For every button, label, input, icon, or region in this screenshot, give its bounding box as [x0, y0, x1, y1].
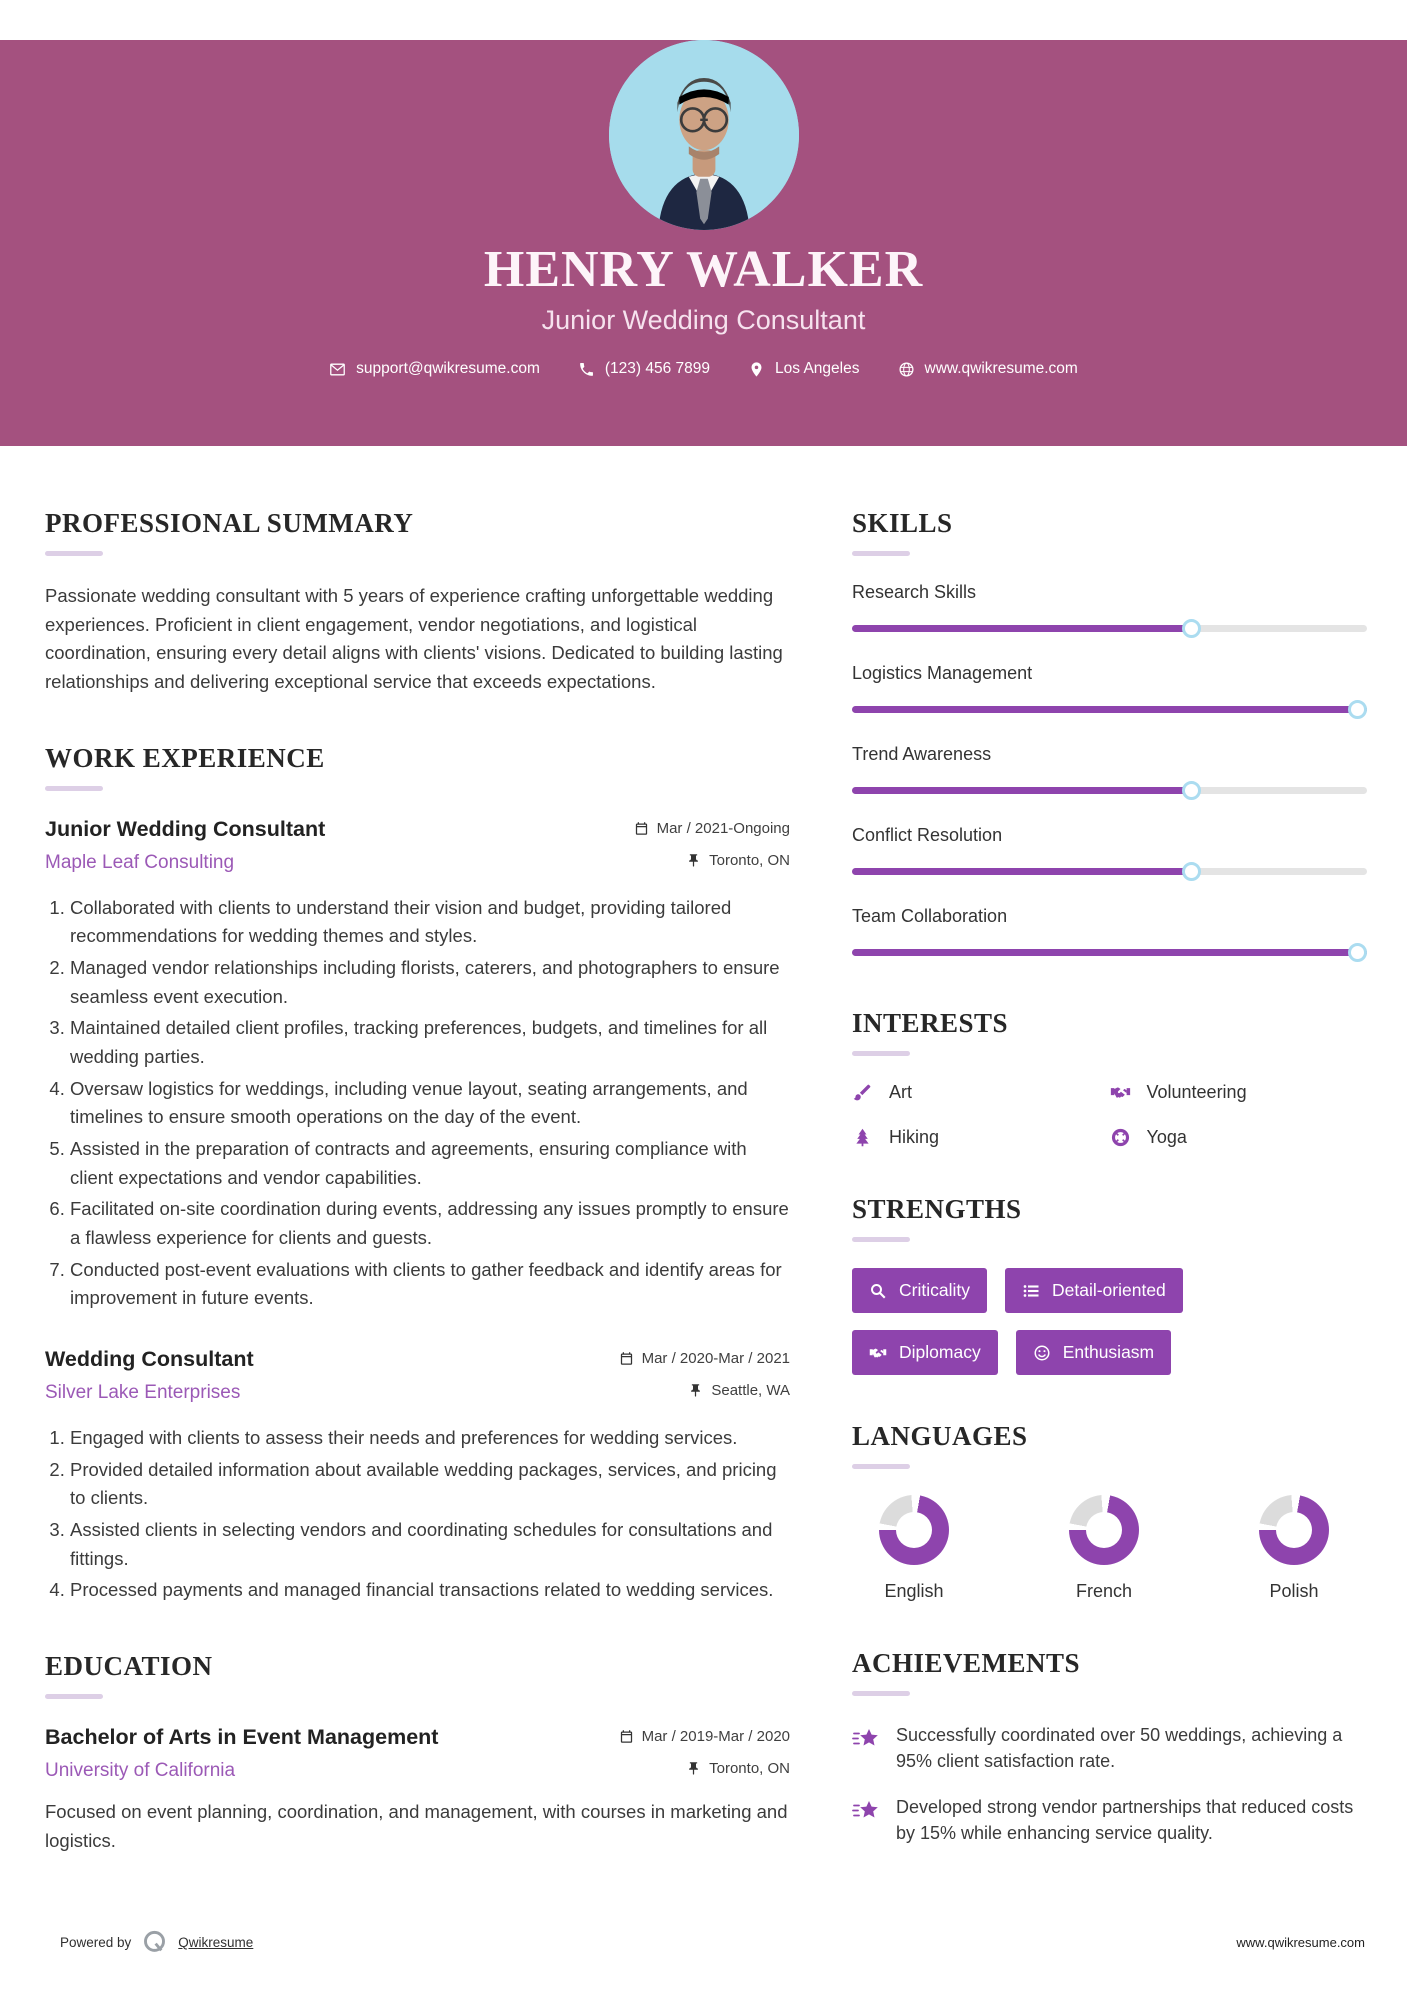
interest-item [1110, 1082, 1368, 1103]
contact-website: www.qwikresume.com [898, 360, 1078, 378]
footer-branding [60, 1929, 253, 1956]
strength-tag [1016, 1330, 1171, 1375]
slider-fill [852, 868, 1192, 875]
education-dates: Mar / 2019-Mar / 2020 [619, 1728, 790, 1745]
skill-name: Conflict Resolution [852, 825, 1003, 845]
handshake-icon [1110, 1082, 1131, 1103]
achievement-item [852, 1722, 1367, 1774]
education-entry [45, 1725, 790, 1855]
section-rule [852, 1051, 910, 1056]
language-name: French [1075, 1581, 1133, 1601]
strength-label: Criticality [899, 1280, 970, 1300]
company-name: Maple Leaf Consulting [45, 851, 235, 873]
slider-knob [1182, 781, 1201, 800]
interest-label: Volunteering [1146, 1082, 1247, 1102]
language-item [1058, 1495, 1150, 1602]
calendar-icon [619, 1351, 634, 1366]
person-job-title: Junior Wedding Consultant [541, 305, 866, 335]
education-location: Toronto, ON [686, 1760, 790, 1777]
lifebuoy-icon [1110, 1127, 1131, 1148]
section-heading: STRENGTHS [852, 1194, 1022, 1224]
pine-tree-icon [852, 1127, 873, 1148]
job-bullet: 4. Oversaw logistics for weddings, including venue layout, seating arrangements, and timelines to ensure smooth operations on the day of the event. [70, 1075, 790, 1132]
slider-knob [1348, 943, 1367, 962]
slider-fill [852, 625, 1192, 632]
job-bullet: 1. Collaborated with clients to understand their vision and budget, providing tailored recommendations for wedding themes and styles. [70, 894, 790, 951]
job-bullet: 3. Assisted clients in selecting vendors and coordinating schedules for consultations and fittings. [70, 1516, 790, 1573]
degree-title: Bachelor of Arts in Event Management [45, 1725, 439, 1750]
strength-label: Diplomacy [899, 1342, 981, 1362]
skill-name: Research Skills [852, 582, 977, 602]
section-heading: WORK EXPERIENCE [45, 742, 325, 773]
slider-knob [1182, 862, 1201, 881]
job-bullets [45, 894, 790, 1313]
job-bullets [45, 1424, 790, 1605]
contact-location: Los Angeles [748, 360, 859, 378]
section-heading: INTERESTS [852, 1008, 1009, 1038]
right-column [852, 508, 1367, 1901]
section-professional-summary [45, 508, 790, 697]
skill-slider [852, 619, 1367, 638]
job-bullet: 4. Processed payments and managed financial transactions related to wedding services. [70, 1576, 790, 1605]
job-dates: Mar / 2020-Mar / 2021 [619, 1350, 790, 1367]
calendar-icon [634, 821, 649, 836]
summary-text: Passionate wedding consultant with 5 years of experience crafting unforgettable wedding experiences. Proficient in client engagement, vendor negotiations, and logistical coordination, ensuring every detail aligns with clients' visions. Dedicated to building lasting relationships and delivering exceptional service that exceeds expectations. [45, 585, 783, 693]
section-rule [852, 551, 910, 556]
section-rule [45, 551, 103, 556]
section-skills [852, 508, 1367, 962]
language-donut-chart [1259, 1495, 1329, 1565]
strength-tag [852, 1330, 998, 1375]
section-education [45, 1651, 790, 1855]
achievement-text: Developed strong vendor partnerships that reduced costs by 15% while enhancing service quality. [896, 1797, 1354, 1844]
contact-phone: (123) 456 7899 [578, 360, 710, 378]
language-item [1248, 1495, 1340, 1602]
interest-item [852, 1082, 1110, 1103]
section-heading: LANGUAGES [852, 1421, 1028, 1451]
qwikresume-logo-icon [141, 1929, 168, 1956]
header [0, 40, 1407, 446]
language-item [868, 1495, 960, 1602]
slider-knob [1182, 619, 1201, 638]
skill-name: Logistics Management [852, 663, 1033, 683]
job-bullet: 6. Facilitated on-site coordination during events, addressing any issues promptly to ensure a flawless experience for clients and guests. [70, 1195, 790, 1252]
section-heading: PROFESSIONAL SUMMARY [45, 508, 414, 538]
section-rule [852, 1691, 910, 1696]
section-heading: EDUCATION [45, 1651, 213, 1682]
left-column [45, 508, 790, 1901]
calendar-icon [619, 1729, 634, 1744]
section-strengths [852, 1194, 1367, 1375]
pushpin-icon [686, 1761, 701, 1776]
interest-label: Hiking [889, 1127, 940, 1147]
skill-slider [852, 700, 1367, 719]
person-name: HENRY WALKER [483, 241, 924, 298]
job-location: Toronto, ON [686, 852, 790, 869]
job-bullet: 1. Engaged with clients to assess their needs and preferences for wedding services. [70, 1424, 790, 1453]
education-description: Focused on event planning, coordination, and management, with courses in marketing and logistics. [45, 1801, 788, 1851]
skill-slider [852, 862, 1367, 881]
strength-label: Detail-oriented [1051, 1280, 1166, 1300]
phone-icon [578, 361, 595, 378]
pushpin-icon [688, 1383, 703, 1398]
section-rule [45, 1694, 103, 1699]
handshake-icon [869, 1344, 887, 1362]
skill-slider [852, 943, 1367, 962]
achievement-text: Successfully coordinated over 50 weddings, achieving a 95% client satisfaction rate. [896, 1725, 1343, 1772]
footer [0, 1929, 1407, 1956]
list-icon [1022, 1282, 1040, 1300]
section-heading: ACHIEVEMENTS [852, 1648, 1081, 1678]
section-rule [852, 1237, 910, 1242]
company-name: Silver Lake Enterprises [45, 1382, 241, 1404]
strength-tag [852, 1268, 987, 1313]
achievement-item [852, 1794, 1367, 1846]
skill-slider [852, 781, 1367, 800]
job-dates: Mar / 2021-Ongoing [634, 820, 790, 837]
slider-knob [1348, 700, 1367, 719]
magnifier-icon [869, 1282, 887, 1300]
job-list [45, 817, 790, 1605]
globe-icon [898, 361, 915, 378]
profile-photo [609, 40, 799, 230]
strength-tag [1005, 1268, 1183, 1313]
slider-fill [852, 706, 1367, 713]
contact-email: support@qwikresume.com [329, 360, 540, 378]
job-bullet: 7. Conducted post-event evaluations with clients to gather feedback and identify areas for improvement in future events. [70, 1256, 790, 1313]
job-bullet: 2. Provided detailed information about available wedding packages, services, and pricing to clients. [70, 1456, 790, 1513]
skill-item [852, 825, 1367, 881]
school-name: University of California [45, 1760, 236, 1782]
job-bullet: 3. Maintained detailed client profiles, tracking preferences, budgets, and timelines for all wedding parties. [70, 1014, 790, 1071]
strengths-tags [852, 1268, 1272, 1375]
pushpin-icon [686, 853, 701, 868]
skill-item [852, 744, 1367, 800]
envelope-icon [329, 361, 346, 378]
slider-fill [852, 787, 1192, 794]
skill-item [852, 906, 1367, 962]
person-portrait-illustration [609, 40, 799, 230]
section-interests [852, 1008, 1367, 1148]
job-bullet: 2. Managed vendor relationships including florists, caterers, and photographers to ensure seamless event execution. [70, 954, 790, 1011]
language-donut-chart [1069, 1495, 1139, 1565]
slider-fill [852, 949, 1367, 956]
section-rule [852, 1464, 910, 1469]
skill-name: Team Collaboration [852, 906, 1008, 926]
interest-item [1110, 1127, 1368, 1148]
qwikresume-link[interactable]: Qwikresume [178, 1935, 254, 1950]
language-name: English [884, 1581, 944, 1601]
section-languages [852, 1421, 1367, 1602]
strength-label: Enthusiasm [1062, 1342, 1155, 1362]
interests-grid [852, 1082, 1367, 1148]
section-heading: SKILLS [852, 508, 953, 538]
skill-item [852, 663, 1367, 719]
languages-row [868, 1495, 1367, 1602]
skills-list [852, 582, 1367, 962]
paintbrush-icon [852, 1082, 873, 1103]
job-title: Wedding Consultant [45, 1347, 254, 1372]
work-entry [45, 817, 790, 1313]
interest-label: Yoga [1146, 1127, 1187, 1147]
smiley-icon [1033, 1344, 1051, 1362]
section-rule [45, 786, 103, 791]
footer-website: www.qwikresume.com [1236, 1935, 1365, 1950]
job-title: Junior Wedding Consultant [45, 816, 326, 841]
skill-name: Trend Awareness [852, 744, 992, 764]
contact-row [0, 360, 1407, 378]
star-burst-icon [852, 1796, 882, 1826]
interest-item [852, 1127, 1110, 1148]
section-achievements [852, 1648, 1367, 1846]
job-bullet: 5. Assisted in the preparation of contracts and agreements, ensuring compliance with client expectations and vendor capabilities. [70, 1135, 790, 1192]
job-location: Seattle, WA [688, 1382, 790, 1399]
interest-label: Art [889, 1082, 913, 1102]
achievements-list [852, 1722, 1367, 1846]
location-pin-icon [748, 361, 765, 378]
star-burst-icon [852, 1724, 882, 1754]
skill-item [852, 582, 1367, 638]
work-entry [45, 1347, 790, 1605]
language-name: Polish [1269, 1581, 1319, 1601]
powered-by-label: Powered by [60, 1935, 132, 1950]
section-work-experience [45, 743, 790, 1605]
language-donut-chart [879, 1495, 949, 1565]
